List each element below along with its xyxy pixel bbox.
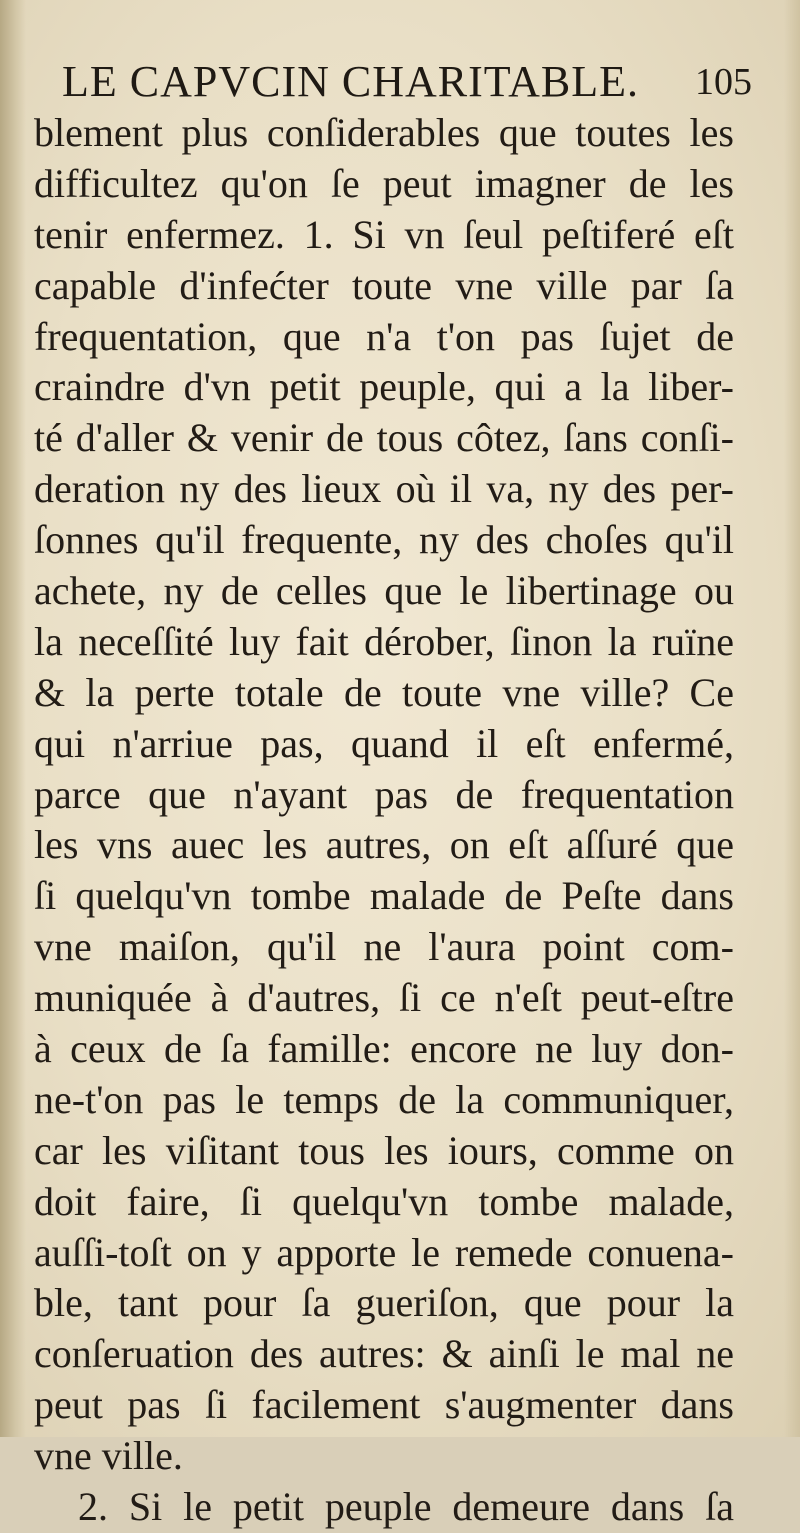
text-line: achete, ny de celles que le libertinage ou <box>34 568 734 614</box>
text-line: vne ville. <box>34 1433 183 1479</box>
text-line: ne-t'on pas le temps de la communiquer, <box>34 1076 734 1122</box>
page-number: 105 <box>695 61 752 103</box>
page-gutter-shadow <box>0 0 26 1437</box>
running-title: LE CAPVCIN CHARITABLE. <box>62 57 640 106</box>
body-text <box>34 108 734 1533</box>
text-line: conſeruation des autres: & ainſi le mal ne <box>34 1331 734 1377</box>
text-line: ſonnes qu'il frequente, ny des choſes qu'il <box>34 517 734 563</box>
text-line: difficultez qu'on ſe peut imagner de les <box>34 160 734 206</box>
text-line: té d'aller & venir de tous côtez, ſans conſi- <box>34 415 734 461</box>
text-line: auſſi-toſt on y apporte le remede conuena- <box>34 1229 734 1275</box>
text-line: muniquée à d'autres, ſi ce n'eſt peut-eſtre <box>34 975 734 1021</box>
text-line: ſi quelqu'vn tombe malade de Peſte dans <box>34 873 734 919</box>
text-line: ble, tant pour ſa gueriſon, que pour la <box>34 1280 734 1326</box>
text-line: parce que n'ayant pas de frequentation <box>34 771 734 817</box>
text-line: vne maiſon, qu'il ne l'aura point com- <box>34 924 734 970</box>
text-line: deration ny des lieux où il va, ny des per- <box>34 466 734 512</box>
text-line: doit faire, ſi quelqu'vn tombe malade, <box>34 1178 734 1224</box>
text-line: les vns auec les autres, on eſt aſſuré que <box>34 822 734 868</box>
text-line: à ceux de ſa famille: encore ne luy don- <box>34 1026 734 1072</box>
text-line: capable d'infećter toute vne ville par ſa <box>34 262 734 308</box>
text-line: craindre d'vn petit peuple, qui a la liber- <box>34 364 734 410</box>
text-line: frequentation, que n'a t'on pas ſujet de <box>34 313 734 359</box>
text-line: & la perte totale de toute vne ville? Ce <box>34 669 734 715</box>
text-line: peut pas ſi facilement s'augmenter dans <box>34 1382 734 1428</box>
page-header <box>62 56 752 116</box>
text-line: tenir enfermez. 1. Si vn ſeul peſtiferé eſt <box>34 211 734 257</box>
text-line: car les viſitant tous les iours, comme on <box>34 1127 734 1173</box>
text-line: qui n'arriue pas, quand il eſt enfermé, <box>34 720 734 766</box>
text-line: blement plus conſiderables que toutes les <box>34 110 734 155</box>
text-line: la neceſſité luy fait dérober, ſinon la ruïne <box>34 618 734 664</box>
page-edge-shadow <box>784 0 800 1437</box>
text-line: 2. Si le petit peuple demeure dans ſa <box>78 1484 734 1530</box>
